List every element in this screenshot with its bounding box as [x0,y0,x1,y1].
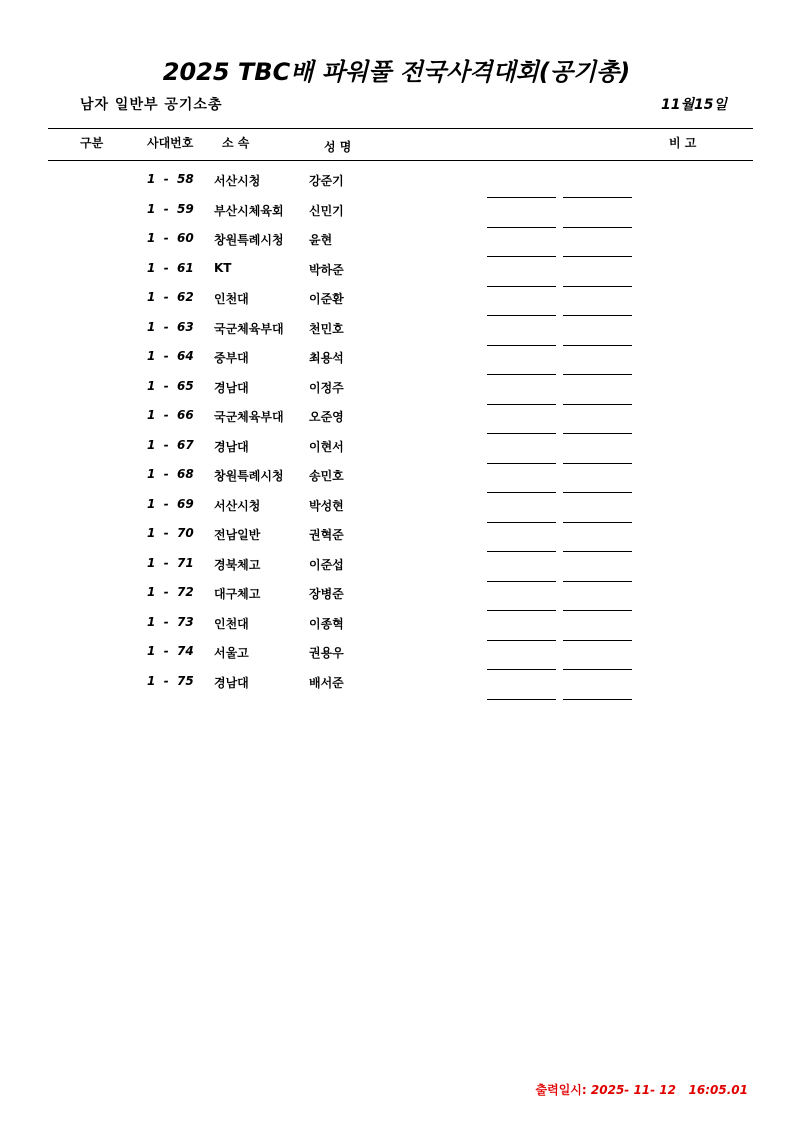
affiliation: 국군체육부대 [214,410,284,424]
affiliation: 창원특례시청 [214,233,284,247]
affiliation: 경남대 [214,380,249,395]
lane-number: 1 - 70 [147,526,194,540]
score-blank-line [487,522,556,523]
table-row [0,202,793,232]
score-blank-line [487,345,556,346]
score-blank-line [487,433,556,434]
score-blank-line [563,551,632,552]
table-row [0,408,793,438]
lane-number: 1 - 69 [147,496,194,511]
lane-number: 1 - 62 [147,290,194,304]
lane-number: 1 - 64 [147,349,194,363]
lane-number: 1 - 75 [147,673,194,688]
event-date: 11월15일 [660,97,727,113]
table-row [0,644,793,674]
header-bottom-rule [48,160,753,161]
score-blank-line [487,404,556,405]
score-blank-line [487,669,556,670]
score-blank-line [563,492,632,493]
score-blank-line [563,433,632,434]
score-blank-line [487,699,556,700]
header-gubun: 구분 [80,136,104,150]
score-blank-line [563,197,632,198]
table-row [0,467,793,497]
athlete-name: 강준기 [309,174,344,188]
athlete-name: 이종혁 [309,616,344,631]
athlete-name: 권혁준 [309,528,344,542]
affiliation: 서울고 [214,646,249,660]
athlete-name: 권용우 [309,646,344,660]
affiliation: 창원특례시청 [214,469,284,483]
lane-number: 1 - 63 [147,319,194,334]
score-blank-line [487,463,556,464]
athlete-name: 천민호 [309,321,344,336]
table-row [0,290,793,320]
table-row [0,172,793,202]
table-row [0,349,793,379]
lane-number: 1 - 66 [147,408,194,422]
lane-number: 1 - 72 [147,585,194,599]
affiliation: 인천대 [214,616,249,631]
lane-number: 1 - 58 [147,172,194,186]
score-blank-line [487,256,556,257]
affiliation: 중부대 [214,351,249,365]
athlete-name: 이준환 [309,292,344,306]
lane-number: 1 - 74 [147,644,194,658]
athlete-name: 최용석 [309,351,344,365]
score-blank-line [563,315,632,316]
table-row [0,320,793,350]
table-row [0,526,793,556]
lane-number: 1 - 67 [147,437,194,452]
score-blank-line [563,699,632,700]
table-row [0,379,793,409]
table-row [0,231,793,261]
score-blank-line [487,640,556,641]
athlete-name: 박성현 [309,498,344,513]
affiliation: 서산시청 [214,174,261,188]
affiliation: 경남대 [214,439,249,454]
table-row [0,674,793,704]
lane-number: 1 - 59 [147,201,194,216]
score-blank-line [563,286,632,287]
affiliation: 전남일반 [214,528,261,542]
header-number: 사대번호 [147,136,194,150]
affiliation: 대구체고 [214,587,261,601]
score-blank-line [563,404,632,405]
score-blank-line [487,286,556,287]
score-blank-line [563,669,632,670]
affiliation: 경북체고 [214,557,261,572]
athlete-name: 이정주 [309,380,344,395]
lane-number: 1 - 60 [147,231,194,245]
header-affiliation: 소 속 [222,136,250,150]
athlete-name: 이현서 [309,439,344,454]
affiliation: KT [214,260,232,275]
lane-number: 1 - 68 [147,467,194,481]
affiliation: 경남대 [214,675,249,690]
score-blank-line [487,197,556,198]
athlete-name: 장병준 [309,587,344,601]
header-note: 비 고 [669,136,697,150]
print-timestamp [536,1081,748,1098]
header-name: 성 명 [324,140,352,154]
table-row [0,615,793,645]
table-row [0,497,793,527]
score-blank-line [487,492,556,493]
athlete-name: 송민호 [309,469,344,483]
lane-number: 1 - 61 [147,260,194,275]
lane-number: 1 - 71 [147,555,194,570]
lane-number: 1 - 73 [147,614,194,629]
score-blank-line [563,522,632,523]
score-blank-line [563,581,632,582]
score-blank-line [487,551,556,552]
athlete-name: 박하준 [309,262,344,277]
affiliation: 인천대 [214,292,249,306]
print-timestamp-label: 출력일시: [535,1083,591,1097]
table-row [0,438,793,468]
lane-number: 1 - 65 [147,378,194,393]
athlete-name: 오준영 [309,410,344,424]
score-blank-line [563,227,632,228]
event-subtitle: 남자 일반부 공기소총 [80,97,223,113]
athlete-name: 이준섭 [309,557,344,572]
header-top-rule [48,128,753,129]
affiliation: 부산시체육회 [214,203,284,218]
affiliation: 서산시청 [214,498,261,513]
affiliation: 국군체육부대 [214,321,284,336]
score-blank-line [487,227,556,228]
score-blank-line [487,374,556,375]
score-blank-line [563,345,632,346]
table-row [0,261,793,291]
table-row [0,585,793,615]
page-title: 2025 TBC배 파워풀 전국사격대회(공기총) [162,58,631,86]
score-blank-line [487,581,556,582]
athlete-name: 윤현 [309,233,333,247]
athlete-name: 신민기 [309,203,344,218]
score-blank-line [563,374,632,375]
score-blank-line [487,610,556,611]
table-row [0,556,793,586]
score-blank-line [563,610,632,611]
athlete-name: 배서준 [309,675,344,690]
score-blank-line [563,463,632,464]
score-blank-line [563,640,632,641]
score-blank-line [563,256,632,257]
print-timestamp-value: 2025- 11- 12 16:05.01 [590,1083,748,1097]
score-blank-line [487,315,556,316]
